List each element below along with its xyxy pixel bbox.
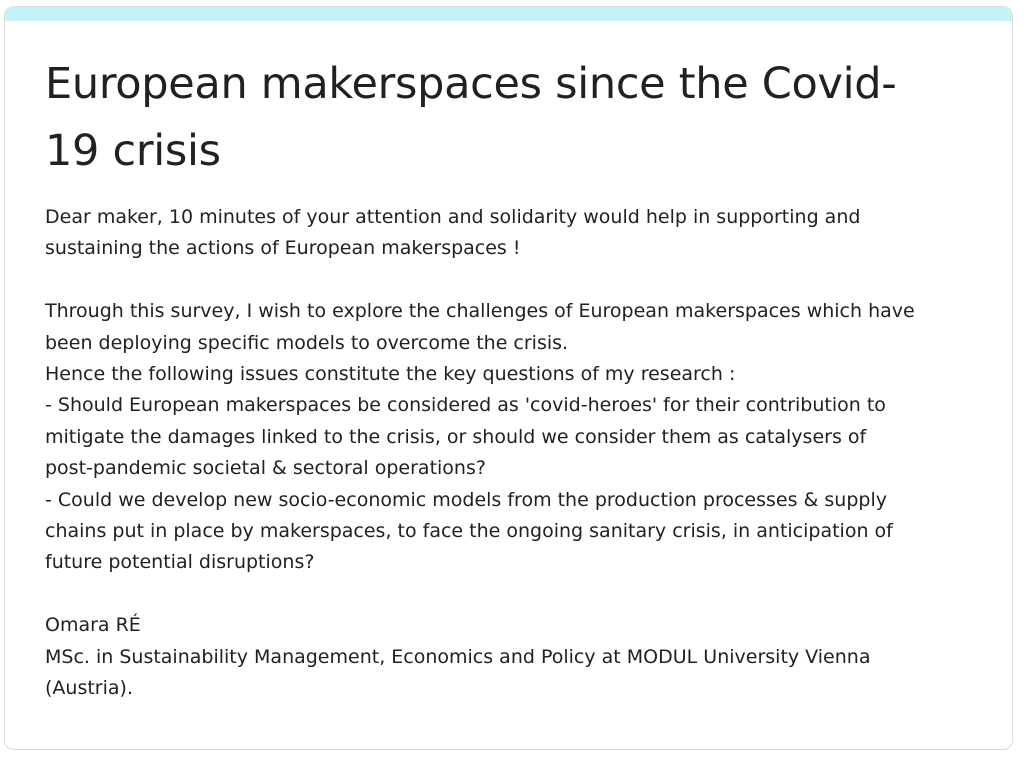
form-title-line-2: 19 crisis <box>45 126 221 176</box>
form-description <box>45 202 985 704</box>
form-header-card <box>4 6 1013 750</box>
paragraph-gap <box>45 579 985 610</box>
author-name: Omara RÉ <box>45 614 141 637</box>
intro-line-2: sustaining the actions of European makerspaces ! <box>45 237 521 260</box>
theme-accent-bar <box>5 7 1012 21</box>
issues-intro: Hence the following issues constitute the key questions of my research : <box>45 363 736 386</box>
author-credentials-line-2: (Austria). <box>45 677 133 700</box>
author-credentials-line-1: MSc. in Sustainability Management, Economics and Policy at MODUL University Vienna <box>45 645 871 668</box>
question-2-line-2: chains put in place by makerspaces, to face the ongoing sanitary crisis, in anticipation of <box>45 520 893 543</box>
form-title <box>45 51 975 185</box>
paragraph-gap <box>45 265 985 296</box>
question-1-line-1: - Should European makerspaces be considered as 'covid-heroes' for their contribution to <box>45 394 886 417</box>
survey-line-1: Through this survey, I wish to explore the challenges of European makerspaces which have <box>45 300 915 323</box>
intro-line-1: Dear maker, 10 minutes of your attention and solidarity would help in supporting and <box>45 206 861 228</box>
survey-line-2: been deploying specific models to overcome the crisis. <box>45 331 569 354</box>
question-1-line-2: mitigate the damages linked to the crisis, or should we consider them as catalysers of <box>45 425 867 448</box>
question-2-line-3: future potential disruptions? <box>45 551 315 574</box>
question-1-line-3: post-pandemic societal & sectoral operations? <box>45 457 486 480</box>
form-title-line-1: European makerspaces since the Covid- <box>45 59 897 109</box>
question-2-line-1: - Could we develop new socio-economic models from the production processes & supply <box>45 488 887 511</box>
